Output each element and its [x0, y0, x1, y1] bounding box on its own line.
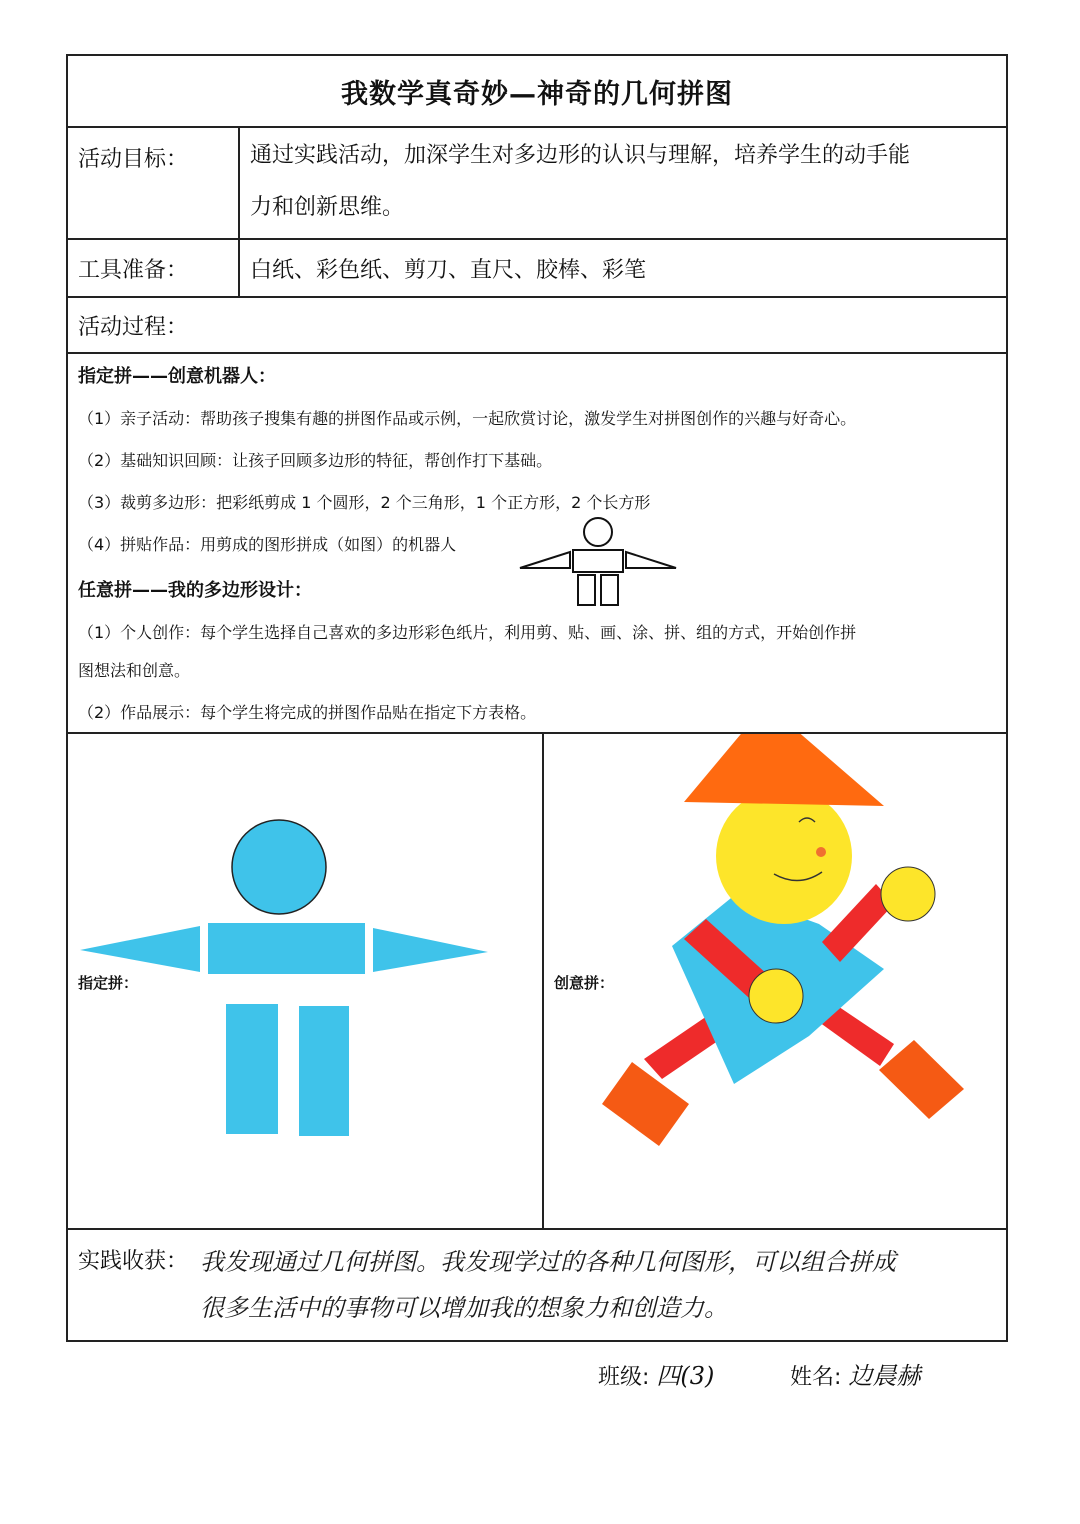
goal-row — [68, 128, 1006, 240]
name-field — [790, 1356, 920, 1391]
process-label: 活动过程： — [78, 314, 189, 340]
section2-step1-line1: （1）个人创作：每个学生选择自己喜欢的多边形彩色纸片，利用剪、贴、画、涂、拼、组的方式，开始创作拼 — [78, 623, 857, 642]
name-value: 边晨赫 — [848, 1362, 921, 1390]
robot-head-circle — [232, 820, 326, 914]
harvest-row — [68, 1230, 1006, 1342]
section2-step2: （2）作品展示：每个学生将完成的拼图作品贴在指定下方表格。 — [78, 703, 537, 722]
class-label: 班级: — [598, 1365, 650, 1390]
worksheet-title: 我数学真奇妙—神奇的几何拼图 — [341, 78, 733, 110]
artwork-gallery — [68, 732, 1006, 1230]
section2-heading: 任意拼——我的多边形设计： — [78, 580, 312, 601]
process-steps — [78, 354, 1000, 732]
robot-reference-diagram — [518, 516, 678, 606]
harvest-label: 实践收获： — [78, 1249, 189, 1274]
goal-label: 活动目标： — [68, 128, 240, 238]
figure-cheek — [816, 847, 826, 857]
section1-step: （3）裁剪多边形：把彩纸剪成 1 个圆形，2 个三角形，1 个正方形，2 个长方形 — [78, 493, 651, 512]
class-value: 四(3) — [656, 1362, 715, 1390]
right-caption: 创意拼： — [554, 974, 615, 992]
section1-step: （1）亲子活动：帮助孩子搜集有趣的拼图作品或示例，一起欣赏讨论，激发学生对拼图创作的兴趣与好奇心。 — [78, 409, 857, 428]
process-row — [68, 298, 1006, 354]
goal-text-line1: 通过实践活动，加深学生对多边形的认识与理解，培养学生的动手能 — [250, 143, 911, 168]
section1-heading: 指定拼——创意机器人： — [78, 366, 276, 387]
figure-right-foot — [879, 1040, 964, 1119]
figure-hat-triangle — [684, 734, 884, 806]
tools-label: 工具准备： — [68, 240, 240, 296]
figure-head — [716, 788, 852, 924]
robot-right-leg-rect — [299, 1006, 349, 1136]
section1-step: （4）拼贴作品：用剪成的图形拼成（如图）的机器人 — [78, 535, 457, 554]
left-caption: 指定拼： — [78, 974, 139, 992]
figure-left-foot — [602, 1062, 689, 1146]
goal-text — [250, 128, 998, 238]
harvest-handwriting-line1: 我发现通过几何拼图。我发现学过的各种几何图形，可以组合拼成 — [200, 1248, 896, 1276]
harvest-handwriting-line2: 很多生活中的事物可以增加我的想象力和创造力。 — [200, 1294, 728, 1322]
class-field — [598, 1356, 714, 1391]
name-label: 姓名: — [790, 1365, 842, 1390]
section2-step1-line2: 图想法和创意。 — [78, 661, 191, 680]
section1-step: （2）基础知识回顾：让孩子回顾多边形的特征，帮创作打下基础。 — [78, 451, 553, 470]
robot-left-leg-rect — [226, 1004, 278, 1134]
worksheet — [66, 54, 1008, 1342]
tools-row — [68, 240, 1006, 298]
title-row — [68, 56, 1006, 128]
robot-right-arm-triangle — [373, 928, 488, 972]
figure-right-hand — [881, 867, 935, 921]
assigned-robot-artwork — [68, 734, 542, 1228]
robot-left-arm-triangle — [80, 926, 200, 972]
figure-left-hand — [749, 969, 803, 1023]
tools-text: 白纸、彩色纸、剪刀、直尺、胶棒、彩笔 — [250, 257, 647, 283]
robot-body-rect — [208, 923, 365, 974]
goal-text-line2: 力和创新思维。 — [250, 195, 405, 220]
